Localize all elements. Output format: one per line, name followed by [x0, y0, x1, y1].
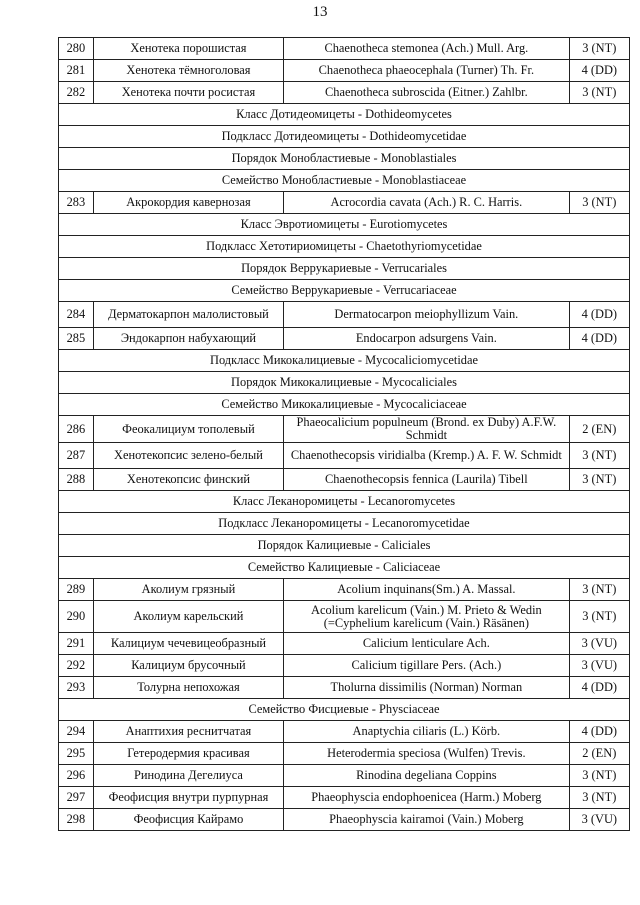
- species-russian-name: Дерматокарпон малолистовый: [93, 302, 283, 328]
- species-number: 282: [59, 82, 94, 104]
- species-category: 4 (DD): [569, 677, 629, 699]
- species-russian-name: Феокалициум тополевый: [93, 416, 283, 443]
- taxon-group-heading: Порядок Монобластиевые - Monoblastiales: [59, 148, 630, 170]
- taxon-group-heading: Семейство Калициевые - Caliciaceae: [59, 557, 630, 579]
- taxon-group-row: [59, 491, 630, 513]
- species-number: 286: [59, 416, 94, 443]
- taxon-group-row: [59, 394, 630, 416]
- taxon-group-heading: Семейство Фисциевые - Physciaceae: [59, 699, 630, 721]
- species-russian-name: Аколиум грязный: [93, 579, 283, 601]
- taxon-group-row: [59, 236, 630, 258]
- species-category: 4 (DD): [569, 60, 629, 82]
- species-category: 3 (VU): [569, 633, 629, 655]
- species-row: [59, 192, 630, 214]
- species-row: [59, 38, 630, 60]
- species-latin-name: Calicium lenticulare Ach.: [284, 633, 570, 655]
- taxon-group-row: [59, 513, 630, 535]
- species-russian-name: Акрокордия кавернозая: [93, 192, 283, 214]
- species-row: [59, 721, 630, 743]
- species-number: 289: [59, 579, 94, 601]
- species-latin-name: Tholurna dissimilis (Norman) Norman: [284, 677, 570, 699]
- species-category: 4 (DD): [569, 721, 629, 743]
- species-russian-name: Феофисция Кайрамо: [93, 809, 283, 831]
- species-latin-name: Calicium tigillare Pers. (Ach.): [284, 655, 570, 677]
- species-russian-name: Хенотекопсис зелено-белый: [93, 443, 283, 469]
- species-russian-name: Калициум чечевицеобразный: [93, 633, 283, 655]
- species-latin-name: Chaenotheca phaeocephala (Turner) Th. Fr.: [284, 60, 570, 82]
- taxon-group-heading: Порядок Калициевые - Caliciales: [59, 535, 630, 557]
- taxon-group-heading: Подкласс Микокалициевые - Mycocaliciomycetidae: [59, 350, 630, 372]
- species-row: [59, 416, 630, 443]
- species-russian-name: Эндокарпон набухающий: [93, 328, 283, 350]
- species-russian-name: Хенотека почти росистая: [93, 82, 283, 104]
- species-row: [59, 655, 630, 677]
- species-latin-name: Acrocordia cavata (Ach.) R. C. Harris.: [284, 192, 570, 214]
- species-row: [59, 443, 630, 469]
- species-number: 294: [59, 721, 94, 743]
- species-category: 3 (NT): [569, 469, 629, 491]
- species-number: 283: [59, 192, 94, 214]
- species-number: 290: [59, 601, 94, 633]
- species-latin-name: Phaeophyscia endophoenicea (Harm.) Moberg: [284, 787, 570, 809]
- species-row: [59, 743, 630, 765]
- species-number: 292: [59, 655, 94, 677]
- species-latin-name: Chaenothecopsis fennica (Laurila) Tibell: [284, 469, 570, 491]
- species-latin-name: Acolium inquinans(Sm.) A. Massal.: [284, 579, 570, 601]
- species-number: 284: [59, 302, 94, 328]
- taxon-group-row: [59, 280, 630, 302]
- species-row: [59, 60, 630, 82]
- taxon-group-row: [59, 350, 630, 372]
- page-number: 13: [312, 4, 328, 20]
- species-category: 2 (EN): [569, 416, 629, 443]
- species-number: 297: [59, 787, 94, 809]
- taxon-group-row: [59, 104, 630, 126]
- species-russian-name: Хенотека тёмноголовая: [93, 60, 283, 82]
- species-latin-name: Dermatocarpon meiophyllizum Vain.: [284, 302, 570, 328]
- taxon-group-row: [59, 535, 630, 557]
- species-category: 3 (NT): [569, 787, 629, 809]
- taxon-group-heading: Семейство Монобластиевые - Monoblastiaceae: [59, 170, 630, 192]
- species-russian-name: Хенотекопсис финский: [93, 469, 283, 491]
- species-category: 4 (DD): [569, 328, 629, 350]
- species-category: 3 (NT): [569, 601, 629, 633]
- species-row: [59, 601, 630, 633]
- species-category: 4 (DD): [569, 302, 629, 328]
- taxon-group-heading: Семейство Микокалициевые - Mycocaliciaceae: [59, 394, 630, 416]
- species-category: 3 (VU): [569, 809, 629, 831]
- species-category: 3 (NT): [569, 765, 629, 787]
- taxon-group-row: [59, 699, 630, 721]
- species-number: 287: [59, 443, 94, 469]
- species-row: [59, 579, 630, 601]
- species-table: [58, 37, 630, 831]
- taxon-group-row: [59, 557, 630, 579]
- species-russian-name: Ринодина Дегелиуса: [93, 765, 283, 787]
- taxon-group-heading: Класс Леканоромицеты - Lecanoromycetes: [59, 491, 630, 513]
- taxon-group-heading: Подкласс Хетотириомицеты - Chaetothyriomycetidae: [59, 236, 630, 258]
- species-category: 3 (NT): [569, 82, 629, 104]
- species-table-body: [59, 38, 630, 831]
- species-number: 293: [59, 677, 94, 699]
- taxon-group-row: [59, 170, 630, 192]
- taxon-group-heading: Подкласс Дотидеомицеты - Dothideomycetidae: [59, 126, 630, 148]
- species-number: 291: [59, 633, 94, 655]
- species-latin-name: Chaenothecopsis viridialba (Kremp.) A. F. W. Schmidt: [284, 443, 570, 469]
- species-russian-name: Калициум брусочный: [93, 655, 283, 677]
- taxon-group-heading: Семейство Веррукариевые - Verrucariaceae: [59, 280, 630, 302]
- species-latin-name: Heterodermia speciosa (Wulfen) Trevis.: [284, 743, 570, 765]
- taxon-group-row: [59, 372, 630, 394]
- species-latin-name: Phaeocalicium populneum (Brond. ex Duby) A.F.W. Schmidt: [284, 416, 570, 443]
- species-latin-name: Endocarpon adsurgens Vain.: [284, 328, 570, 350]
- species-latin-name: Rinodina degeliana Coppins: [284, 765, 570, 787]
- species-number: 296: [59, 765, 94, 787]
- species-row: [59, 469, 630, 491]
- species-row: [59, 82, 630, 104]
- species-row: [59, 677, 630, 699]
- species-category: 3 (NT): [569, 443, 629, 469]
- species-number: 281: [59, 60, 94, 82]
- taxon-group-row: [59, 214, 630, 236]
- species-russian-name: Хенотека порошистая: [93, 38, 283, 60]
- taxon-group-heading: Класс Эвротиомицеты - Eurotiomycetes: [59, 214, 630, 236]
- taxon-group-row: [59, 258, 630, 280]
- species-russian-name: Анаптихия реснитчатая: [93, 721, 283, 743]
- species-number: 285: [59, 328, 94, 350]
- species-row: [59, 328, 630, 350]
- taxon-group-row: [59, 126, 630, 148]
- species-category: 3 (NT): [569, 579, 629, 601]
- species-latin-name: Chaenotheca subroscida (Eitner.) Zahlbr.: [284, 82, 570, 104]
- taxon-group-heading: Подкласс Леканоромицеты - Lecanoromycetidae: [59, 513, 630, 535]
- species-russian-name: Аколиум карельский: [93, 601, 283, 633]
- species-latin-name: Anaptychia ciliaris (L.) Körb.: [284, 721, 570, 743]
- species-russian-name: Гетеродермия красивая: [93, 743, 283, 765]
- species-latin-name: Phaeophyscia kairamoi (Vain.) Moberg: [284, 809, 570, 831]
- species-row: [59, 787, 630, 809]
- taxon-group-heading: Порядок Веррукариевые - Verrucariales: [59, 258, 630, 280]
- species-russian-name: Толурна непохожая: [93, 677, 283, 699]
- species-number: 295: [59, 743, 94, 765]
- species-category: 3 (NT): [569, 192, 629, 214]
- species-row: [59, 633, 630, 655]
- taxon-group-row: [59, 148, 630, 170]
- taxon-group-heading: Порядок Микокалициевые - Mycocaliciales: [59, 372, 630, 394]
- species-number: 288: [59, 469, 94, 491]
- species-number: 298: [59, 809, 94, 831]
- taxon-group-heading: Класс Дотидеомицеты - Dothideomycetes: [59, 104, 630, 126]
- species-latin-name: Acolium karelicum (Vain.) M. Prieto & Wedin (=Cyphelium karelicum (Vain.) Räsänen): [284, 601, 570, 633]
- species-row: [59, 809, 630, 831]
- species-category: 3 (NT): [569, 38, 629, 60]
- species-category: 3 (VU): [569, 655, 629, 677]
- species-row: [59, 765, 630, 787]
- species-russian-name: Феофисция внутри пурпурная: [93, 787, 283, 809]
- species-category: 2 (EN): [569, 743, 629, 765]
- species-row: [59, 302, 630, 328]
- species-latin-name: Chaenotheca stemonea (Ach.) Mull. Arg.: [284, 38, 570, 60]
- species-number: 280: [59, 38, 94, 60]
